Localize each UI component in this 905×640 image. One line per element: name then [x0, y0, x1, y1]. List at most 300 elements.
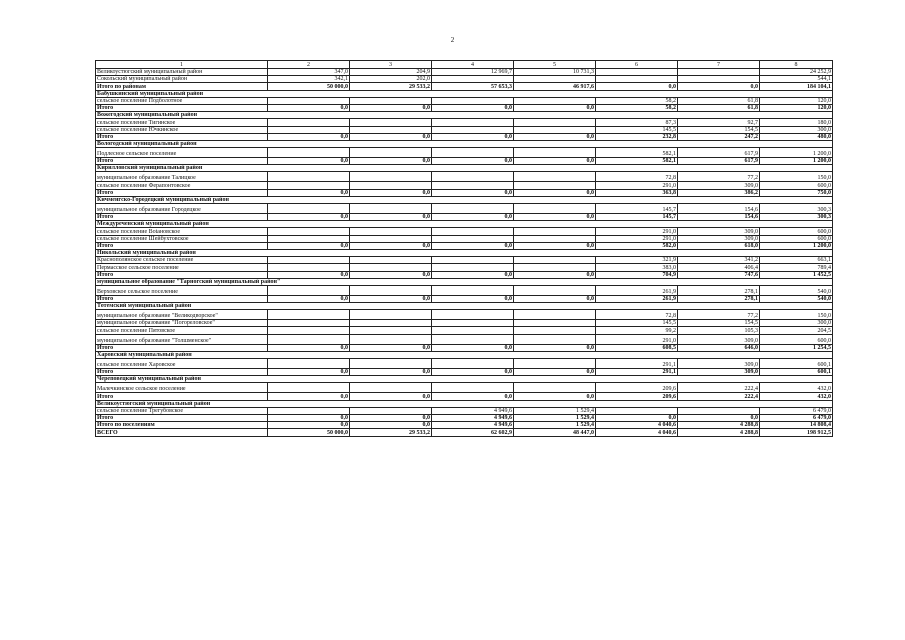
row-label: Итого	[96, 295, 268, 302]
value-cell: 57 653,3	[432, 83, 514, 90]
page-number: 2	[450, 36, 455, 44]
value-cell: 0,0	[350, 104, 432, 111]
value-cell	[268, 204, 350, 214]
value-cell	[514, 264, 596, 271]
value-cell: 608,5	[596, 344, 678, 351]
value-cell: 540,0	[760, 285, 833, 295]
value-cell: 72,8	[596, 310, 678, 320]
value-cell: 145,5	[596, 320, 678, 327]
value-cell: 261,9	[596, 285, 678, 295]
section-title: Кичменгско-Городецкий муниципальный район	[96, 196, 833, 203]
value-cell	[268, 119, 350, 126]
value-cell	[268, 310, 350, 320]
value-cell	[432, 235, 514, 242]
value-cell: 4 040,6	[596, 429, 678, 436]
total-row	[96, 242, 833, 249]
row-label: Малечкинское сельское поселение	[96, 383, 268, 393]
value-cell: 0,0	[268, 295, 350, 302]
value-cell: 0,0	[514, 271, 596, 278]
value-cell: 0,0	[350, 189, 432, 196]
value-cell: 582,1	[596, 148, 678, 158]
total-row	[96, 295, 833, 302]
total-row	[96, 104, 833, 111]
value-cell	[268, 327, 350, 334]
value-cell: 198 912,5	[760, 429, 833, 436]
value-cell: 232,8	[596, 133, 678, 140]
value-cell	[268, 126, 350, 133]
value-cell	[432, 76, 514, 83]
value-cell: 6 479,0	[760, 414, 833, 421]
value-cell: 309,0	[678, 359, 760, 369]
value-cell	[350, 97, 432, 104]
value-cell	[350, 407, 432, 414]
value-cell: 0,0	[268, 189, 350, 196]
table-row	[96, 148, 833, 158]
value-cell: 145,7	[596, 214, 678, 221]
value-cell	[432, 119, 514, 126]
table-row	[96, 76, 833, 83]
section-header-row	[96, 140, 833, 147]
value-cell	[514, 76, 596, 83]
row-label: сельское поселение Шейбухтовское	[96, 235, 268, 242]
row-label: сельское поселение Пятовское	[96, 327, 268, 334]
value-cell: 202,0	[350, 76, 432, 83]
value-cell	[514, 119, 596, 126]
value-cell: 261,9	[596, 295, 678, 302]
value-cell: 0,0	[268, 133, 350, 140]
row-label: Краснополянское сельское поселение	[96, 257, 268, 264]
value-cell: 204,9	[350, 69, 432, 76]
value-cell	[268, 172, 350, 182]
value-cell: 72,8	[596, 172, 678, 182]
column-number: 8	[760, 61, 833, 69]
section-header-row	[96, 400, 833, 407]
value-cell: 61,8	[678, 104, 760, 111]
value-cell	[350, 204, 432, 214]
value-cell: 0,0	[432, 104, 514, 111]
value-cell: 1 200,0	[760, 148, 833, 158]
value-cell: 300,3	[760, 204, 833, 214]
value-cell: 0,0	[350, 242, 432, 249]
row-label: Итого по районам	[96, 83, 268, 90]
value-cell: 0,0	[268, 242, 350, 249]
value-cell	[350, 320, 432, 327]
value-cell: 0,0	[514, 214, 596, 221]
value-cell	[432, 126, 514, 133]
value-cell	[514, 257, 596, 264]
value-cell	[268, 148, 350, 158]
value-cell: 0,0	[268, 344, 350, 351]
value-cell: 0,0	[350, 271, 432, 278]
value-cell	[350, 264, 432, 271]
value-cell: 617,9	[678, 158, 760, 165]
row-label: Итого по поселениям	[96, 422, 268, 429]
section-header-row	[96, 376, 833, 383]
value-cell	[514, 285, 596, 295]
value-cell: 0,0	[678, 83, 760, 90]
total-row	[96, 422, 833, 429]
total-row	[96, 158, 833, 165]
value-cell: 1 529,4	[514, 407, 596, 414]
table-row	[96, 119, 833, 126]
value-cell: 1 529,4	[514, 422, 596, 429]
value-cell: 300,3	[760, 214, 833, 221]
total-row	[96, 429, 833, 436]
budget-table	[95, 60, 833, 437]
value-cell	[432, 264, 514, 271]
value-cell	[350, 172, 432, 182]
value-cell: 209,6	[596, 383, 678, 393]
value-cell	[268, 264, 350, 271]
value-cell: 150,0	[760, 310, 833, 320]
value-cell: 58,2	[596, 97, 678, 104]
value-cell: 0,0	[432, 189, 514, 196]
row-label: сельское поселение Ферапонтовское	[96, 182, 268, 189]
value-cell: 0,0	[514, 344, 596, 351]
value-cell	[596, 69, 678, 76]
value-cell	[514, 204, 596, 214]
value-cell: 4 949,6	[432, 422, 514, 429]
value-cell	[596, 76, 678, 83]
value-cell	[268, 97, 350, 104]
value-cell: 29 533,2	[350, 83, 432, 90]
value-cell: 145,7	[596, 204, 678, 214]
value-cell	[268, 285, 350, 295]
value-cell: 309,0	[678, 182, 760, 189]
value-cell: 618,0	[678, 242, 760, 249]
table-header-row	[96, 61, 833, 69]
value-cell	[268, 257, 350, 264]
section-title: Междуреченский муниципальный район	[96, 221, 833, 228]
value-cell: 432,0	[760, 383, 833, 393]
value-cell	[432, 148, 514, 158]
table-row	[96, 264, 833, 271]
value-cell	[514, 320, 596, 327]
value-cell: 154,5	[678, 126, 760, 133]
row-label: сельское поселение Трегубовское	[96, 407, 268, 414]
value-cell	[514, 310, 596, 320]
value-cell: 0,0	[514, 242, 596, 249]
table-row	[96, 359, 833, 369]
value-cell: 0,0	[350, 344, 432, 351]
value-cell	[350, 257, 432, 264]
column-number: 4	[432, 61, 514, 69]
value-cell: 750,0	[760, 189, 833, 196]
value-cell: 480,0	[760, 133, 833, 140]
value-cell: 154,6	[678, 214, 760, 221]
row-label: Сокольский муниципальный район	[96, 76, 268, 83]
value-cell: 309,0	[678, 334, 760, 344]
value-cell: 4 040,6	[596, 422, 678, 429]
table-row	[96, 320, 833, 327]
section-header-row	[96, 112, 833, 119]
value-cell: 0,0	[350, 133, 432, 140]
total-row	[96, 214, 833, 221]
table-row	[96, 204, 833, 214]
value-cell: 0,0	[514, 295, 596, 302]
value-cell: 1 452,5	[760, 271, 833, 278]
value-cell: 0,0	[514, 133, 596, 140]
value-cell	[432, 228, 514, 235]
value-cell: 0,0	[432, 369, 514, 376]
value-cell	[514, 359, 596, 369]
value-cell: 341,2	[678, 257, 760, 264]
value-cell: 747,6	[678, 271, 760, 278]
value-cell: 154,5	[678, 320, 760, 327]
value-cell	[432, 172, 514, 182]
value-cell	[268, 228, 350, 235]
row-label: сельское поселение Харовское	[96, 359, 268, 369]
value-cell: 291,1	[596, 369, 678, 376]
section-title: Кирилловский муниципальный район	[96, 165, 833, 172]
value-cell: 432,0	[760, 393, 833, 400]
value-cell: 0,0	[678, 414, 760, 421]
value-cell: 0,0	[432, 344, 514, 351]
value-cell: 309,0	[678, 235, 760, 242]
section-title: Череповецкий муниципальный район	[96, 376, 833, 383]
value-cell	[350, 182, 432, 189]
section-header-row	[96, 221, 833, 228]
value-cell	[432, 257, 514, 264]
value-cell: 0,0	[268, 414, 350, 421]
section-title: Вожегодский муниципальный район	[96, 112, 833, 119]
value-cell	[432, 334, 514, 344]
value-cell: 363,8	[596, 189, 678, 196]
value-cell	[514, 97, 596, 104]
row-label: муниципальное образование "Толшменское"	[96, 334, 268, 344]
value-cell: 309,0	[678, 369, 760, 376]
total-row	[96, 369, 833, 376]
value-cell	[432, 327, 514, 334]
value-cell: 204,5	[760, 327, 833, 334]
value-cell: 789,4	[760, 264, 833, 271]
table-row	[96, 97, 833, 104]
value-cell: 309,0	[678, 228, 760, 235]
value-cell: 291,0	[596, 235, 678, 242]
row-label: Итого	[96, 369, 268, 376]
value-cell: 99,2	[596, 327, 678, 334]
value-cell: 617,9	[678, 148, 760, 158]
value-cell: 704,9	[596, 271, 678, 278]
table-row	[96, 327, 833, 334]
value-cell: 0,0	[268, 158, 350, 165]
value-cell: 222,4	[678, 393, 760, 400]
value-cell: 150,0	[760, 172, 833, 182]
value-cell	[678, 69, 760, 76]
value-cell	[350, 235, 432, 242]
value-cell: 145,5	[596, 126, 678, 133]
row-label: Пермасское сельское поселение	[96, 264, 268, 271]
row-label: сельское поселение Тигинское	[96, 119, 268, 126]
table-row	[96, 285, 833, 295]
value-cell: 24 252,9	[760, 69, 833, 76]
value-cell: 300,0	[760, 320, 833, 327]
value-cell: 154,6	[678, 204, 760, 214]
section-title: Вологодский муниципальный район	[96, 140, 833, 147]
row-label: Итого	[96, 271, 268, 278]
value-cell: 600,0	[760, 182, 833, 189]
table-row	[96, 310, 833, 320]
value-cell	[350, 126, 432, 133]
value-cell: 0,0	[268, 104, 350, 111]
value-cell	[514, 228, 596, 235]
section-title: Тотемский муниципальный район	[96, 303, 833, 310]
value-cell	[268, 235, 350, 242]
value-cell: 0,0	[268, 369, 350, 376]
row-label: Итого	[96, 214, 268, 221]
value-cell: 105,3	[678, 327, 760, 334]
value-cell: 278,1	[678, 285, 760, 295]
table-row	[96, 172, 833, 182]
table-row	[96, 235, 833, 242]
value-cell	[350, 148, 432, 158]
value-cell: 87,3	[596, 119, 678, 126]
column-number: 6	[596, 61, 678, 69]
value-cell: 0,0	[432, 393, 514, 400]
value-cell	[350, 228, 432, 235]
column-number: 3	[350, 61, 432, 69]
row-label: Итого	[96, 344, 268, 351]
value-cell: 0,0	[350, 295, 432, 302]
value-cell: 1 254,5	[760, 344, 833, 351]
value-cell	[432, 310, 514, 320]
value-cell	[432, 383, 514, 393]
value-cell	[350, 359, 432, 369]
table-body	[96, 61, 833, 437]
value-cell: 62 602,9	[432, 429, 514, 436]
table-row	[96, 407, 833, 414]
value-cell	[268, 359, 350, 369]
value-cell: 0,0	[350, 414, 432, 421]
value-cell	[432, 285, 514, 295]
total-row	[96, 344, 833, 351]
value-cell	[268, 182, 350, 189]
value-cell: 0,0	[514, 104, 596, 111]
value-cell	[514, 235, 596, 242]
value-cell: 0,0	[514, 369, 596, 376]
row-label: муниципальное образование "Погореловское"	[96, 320, 268, 327]
row-label: сельское поселение Подболотное	[96, 97, 268, 104]
total-row	[96, 83, 833, 90]
value-cell: 29 533,2	[350, 429, 432, 436]
value-cell: 0,0	[596, 83, 678, 90]
value-cell: 0,0	[268, 422, 350, 429]
table-row	[96, 69, 833, 76]
row-label: сельское поселение Ючкинское	[96, 126, 268, 133]
value-cell: 0,0	[350, 158, 432, 165]
section-header-row	[96, 90, 833, 97]
value-cell: 12 969,7	[432, 69, 514, 76]
value-cell: 646,0	[678, 344, 760, 351]
value-cell: 278,1	[678, 295, 760, 302]
column-number: 5	[514, 61, 596, 69]
value-cell: 0,0	[268, 214, 350, 221]
value-cell: 14 808,4	[760, 422, 833, 429]
value-cell: 582,0	[596, 242, 678, 249]
value-cell	[432, 97, 514, 104]
value-cell: 0,0	[432, 295, 514, 302]
row-label: Итого	[96, 242, 268, 249]
value-cell	[514, 126, 596, 133]
value-cell: 0,0	[432, 242, 514, 249]
value-cell: 0,0	[268, 271, 350, 278]
total-row	[96, 393, 833, 400]
section-header-row	[96, 278, 833, 285]
value-cell: 0,0	[350, 369, 432, 376]
value-cell: 4 288,8	[678, 429, 760, 436]
value-cell: 77,2	[678, 172, 760, 182]
row-label: муниципальное образование Городецкое	[96, 204, 268, 214]
value-cell: 61,8	[678, 97, 760, 104]
value-cell: 600,0	[760, 228, 833, 235]
value-cell: 0,0	[350, 422, 432, 429]
value-cell	[268, 320, 350, 327]
value-cell	[596, 407, 678, 414]
value-cell: 406,4	[678, 264, 760, 271]
value-cell	[268, 334, 350, 344]
row-label: Верховское сельское поселение	[96, 285, 268, 295]
section-title: Великоустюгский муниципальный район	[96, 400, 833, 407]
value-cell	[514, 334, 596, 344]
value-cell	[268, 407, 350, 414]
row-label: муниципальное образование Талицкое	[96, 172, 268, 182]
table-row	[96, 126, 833, 133]
value-cell: 46 917,6	[514, 83, 596, 90]
total-row	[96, 189, 833, 196]
row-label: Итого	[96, 393, 268, 400]
value-cell: 6 479,0	[760, 407, 833, 414]
value-cell	[432, 204, 514, 214]
value-cell: 0,0	[596, 414, 678, 421]
row-label: сельское поселение Botaновское	[96, 228, 268, 235]
value-cell: 600,0	[760, 235, 833, 242]
row-label: Итого	[96, 104, 268, 111]
value-cell	[268, 383, 350, 393]
value-cell	[350, 285, 432, 295]
value-cell	[350, 327, 432, 334]
value-cell: 4 949,6	[432, 407, 514, 414]
value-cell	[350, 383, 432, 393]
section-title: муниципальное образование "Тарногский муниципальный район"	[96, 278, 833, 285]
value-cell: 58,2	[596, 104, 678, 111]
column-number: 1	[96, 61, 268, 69]
value-cell: 342,1	[268, 76, 350, 83]
value-cell: 0,0	[350, 214, 432, 221]
value-cell: 291,0	[596, 182, 678, 189]
value-cell: 48 447,0	[514, 429, 596, 436]
section-header-row	[96, 165, 833, 172]
value-cell: 92,7	[678, 119, 760, 126]
value-cell: 0,0	[432, 158, 514, 165]
value-cell: 291,0	[596, 334, 678, 344]
value-cell: 4 949,6	[432, 414, 514, 421]
value-cell: 120,0	[760, 97, 833, 104]
value-cell: 247,2	[678, 133, 760, 140]
value-cell: 222,4	[678, 383, 760, 393]
value-cell	[432, 182, 514, 189]
table-row	[96, 383, 833, 393]
value-cell	[514, 172, 596, 182]
value-cell: 0,0	[350, 393, 432, 400]
value-cell: 600,1	[760, 359, 833, 369]
value-cell: 184 104,1	[760, 83, 833, 90]
value-cell: 582,1	[596, 158, 678, 165]
value-cell: 600,1	[760, 369, 833, 376]
section-title: Бабушкинский муниципальный район	[96, 90, 833, 97]
section-title: Никольский муниципальный район	[96, 249, 833, 256]
total-row	[96, 133, 833, 140]
column-number: 2	[268, 61, 350, 69]
